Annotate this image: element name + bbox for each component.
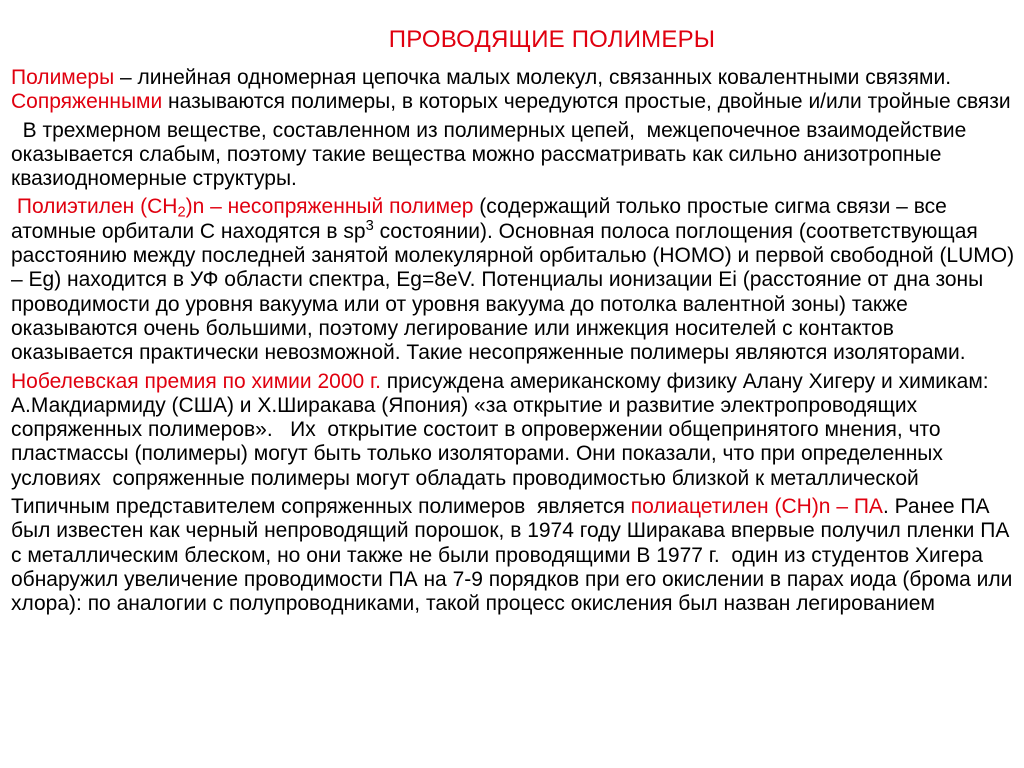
paragraph-polyethylene xyxy=(11,195,1019,365)
term-polymers: Полимеры xyxy=(11,66,115,89)
paragraph-3d-structure xyxy=(11,119,1019,192)
polyethylene-formula-b: )n – несопряженный полимер xyxy=(185,195,474,219)
text-nobel-prize: присуждена американскому физику Алану Хигеру и химикам: А.Макдиармиду (США) и Х.Ширакава (Япония) «за открытие и развитие электропроводящих сопряженных полимеров». Их открытие состоит в опровержении общепринятого мнения, что пластмассы (полимеры) могут быть только изоляторами. Они показали, что при определенных условиях сопряженные полимеры могут обладать проводимостью близкой к металлической xyxy=(11,369,995,490)
text-3d-structure: В трехмерном веществе, составленном из полимерных цепей, межцепочечное взаимодействие оказывается слабым, поэтому такие вещества можно рассматривать как сильно анизотропные квазиодномерные структуры. xyxy=(11,118,973,191)
term-polyacetylene: полиацетилен (CH)n – ПА xyxy=(630,495,883,519)
text-polyethylene-a: (содержащий только простые сигма связи – все атомные орбитали С находятся в sp xyxy=(11,195,947,243)
paragraph-polymers-definition xyxy=(11,66,1019,115)
slide-title: ПРОВОДЯЩИЕ ПОЛИМЕРЫ xyxy=(388,26,716,53)
term-conjugated: Сопряженными xyxy=(11,90,163,114)
term-nobel-prize: Нобелевская премия по химии 2000 г. xyxy=(11,369,381,393)
slide-body xyxy=(11,66,1019,617)
polyethylene-subscript: 2 xyxy=(177,205,186,222)
paragraph-polyacetylene xyxy=(11,495,1019,616)
text-polyacetylene-b: . Ранее ПА был известен как черный непроводящий порошок, в 1974 году Ширакава впервые получил пленки ПА с металлическим блеском, но они также не были проводящими В 1977 г. один из студентов Хигера обнаружил увеличение проводимости ПА на 7-9 порядков при его окислении в парах иода (брома или хлора): по аналогии с полупроводниками, такой процесс окисления был назван легированием xyxy=(11,495,1019,616)
text-polyethylene-b: состоянии). Основная полоса поглощения (соответствующая расстоянию между последней занятой молекулярной орбиталью (HOMO) и первой свободной (LUMO) – Eg) находится в УФ области спектра, Eg=8eV. Потенциалы ионизации Ei (расстояние от дна зоны проводимости до уровня вакуума или от уровня вакуума до потолка валентной зоны) также оказываются очень большими, поэтому легирование или инжекция носителей с контактов оказывается практически невозможной. Такие несопряженные полимеры являются изоляторами. xyxy=(11,219,1015,365)
text-conjugated-definition: называются полимеры, в которых чередуются простые, двойные и/или тройные связи xyxy=(162,90,1011,114)
paragraph-nobel-prize xyxy=(11,370,1019,491)
term-polyethylene xyxy=(11,195,474,222)
text-polymers-definition: – линейная одномерная цепочка малых молекул, связанных ковалентными связями. xyxy=(114,66,952,89)
sp-superscript: 3 xyxy=(365,217,374,234)
polyethylene-formula-a: Полиэтилен (CH xyxy=(11,195,178,219)
text-polyacetylene-a: Типичным представителем сопряженных полимеров является xyxy=(11,495,631,519)
